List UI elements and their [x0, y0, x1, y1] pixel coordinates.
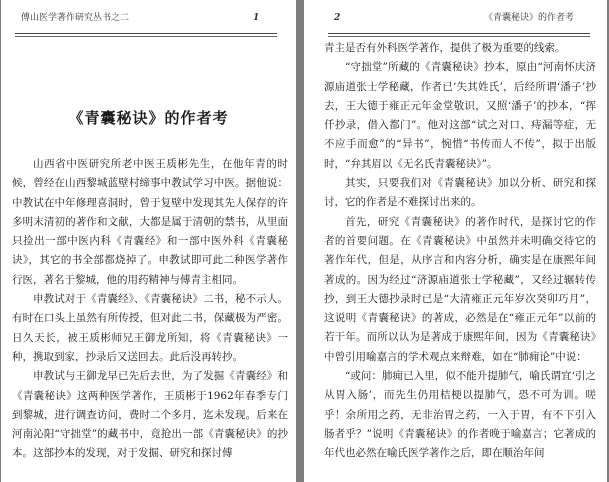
- right-body-text: [324, 39, 596, 464]
- paragraph: “守拙堂”所藏的《青囊秘诀》抄本，原由“河南怀庆济源庙道张士学秘藏，作者已‘失其姓氏’，后经所谓‘潘子’抄去，王大德于雍正元年金堂敬识，又照‘潘子’的抄本，“挥仟抄录，借入都门”。他对这部“试之对口、痔漏等症，无不应手而愈”的“异书”，惋惜“书传而人不传”，拟于出版时，“弁其眉以《无名氏青囊秘诀》”。: [324, 61, 596, 170]
- left-header-rule: [15, 33, 277, 34]
- left-body-text: [12, 155, 288, 464]
- left-header-rule-thin: [15, 36, 277, 37]
- right-header-rule-thin: [328, 36, 590, 37]
- paragraph: 申教试与王御龙早已先后去世，为了发掘《青囊经》和《青囊秘诀》这两种医学著作，王质彬于1962年春季专门到黎城，进行调查访问，费时二个多月，迄未发现。后来在河南沁阳“守拙堂”的藏书中，竟抢出一部《青囊秘诀》的抄本。这部抄本的发现，对于发掘、研究和探讨傅: [12, 370, 288, 460]
- left-page-number: 1: [253, 13, 260, 23]
- right-header-rule: [328, 33, 590, 34]
- right-page: [304, 0, 607, 482]
- paragraph: “或问：肺痈已入里，似不能升提肺气，喻氏谓宜‘引之从胃入肠’，而先生仍用桔梗以提肺气，恐不可为训。嗟乎！余所用之药，无非治胃之药，一入于胃，有不下引入肠者乎？”说明《青囊秘诀》的作者晚于喻嘉言；它著成的年代也必然在喻氏医学著作之后，即在顺治年间: [324, 370, 596, 460]
- left-page: [1, 0, 296, 482]
- right-header-title: 《青囊秘诀》的作者考: [484, 13, 575, 23]
- paragraph: 其实，只要我们对《青囊秘诀》加以分析、研究和探讨，它的作者是不难探讨出来的。: [324, 177, 596, 209]
- left-header-title: 傅山医学著作研究丛书之二: [21, 13, 130, 23]
- continued-line: 青主是否有外科医学著作，提供了极为重要的线索。: [324, 42, 566, 54]
- article-title: 《青囊秘诀》的作者考: [68, 109, 229, 127]
- right-page-number: 2: [334, 13, 341, 23]
- paragraph: 申教试对于《青囊经》、《青囊秘诀》二书，秘不示人。有时在口头上虽然有所传授，但对此二书，保藏极为严密。日久天长，被王质彬师兄王御龙所知，将《青囊秘诀》一种，携取到家，抄录后又送回去。此后没再转抄。: [12, 293, 288, 363]
- paragraph: 首先，研究《青囊秘诀》的著作时代，是探讨它的作者的首要问题。在《青囊秘诀》中虽然并未明确交待它的著作年代，但是，从序言和内容分析，确实是在康熙年间著成的。因为经过“济源庙道张士学秘藏”，又经过辗转传抄，到王大德抄录时已是“大清雍正元年岁次癸卯巧月”，这说明《青囊秘诀》的著成，必然是在“雍正元年”以前的若干年。而所以认为是著成于康熙年间，因为《青囊秘诀》中曾引用喻嘉言的学术观点来辩难，如在“肺痈论”中说：: [324, 215, 596, 363]
- paragraph: 山西省中医研究所老中医王质彬先生，在他年青的时候，曾经在山西黎城蓝壁村缔事中教试学习中医。据他说：中教试在中年修理喜洞时，曾于复壁中发现其先人保存的许多明末清初的著作和文献，大都是属于清朝的禁书，从里面只捡出一部中医内科《青囊经》和一部中医外科《青囊秘诀》，其它的书全部都烧掉了。申教试即可此二种医学著作行医，著名于黎城，他的用药精神与傅青主相同。: [12, 158, 288, 286]
